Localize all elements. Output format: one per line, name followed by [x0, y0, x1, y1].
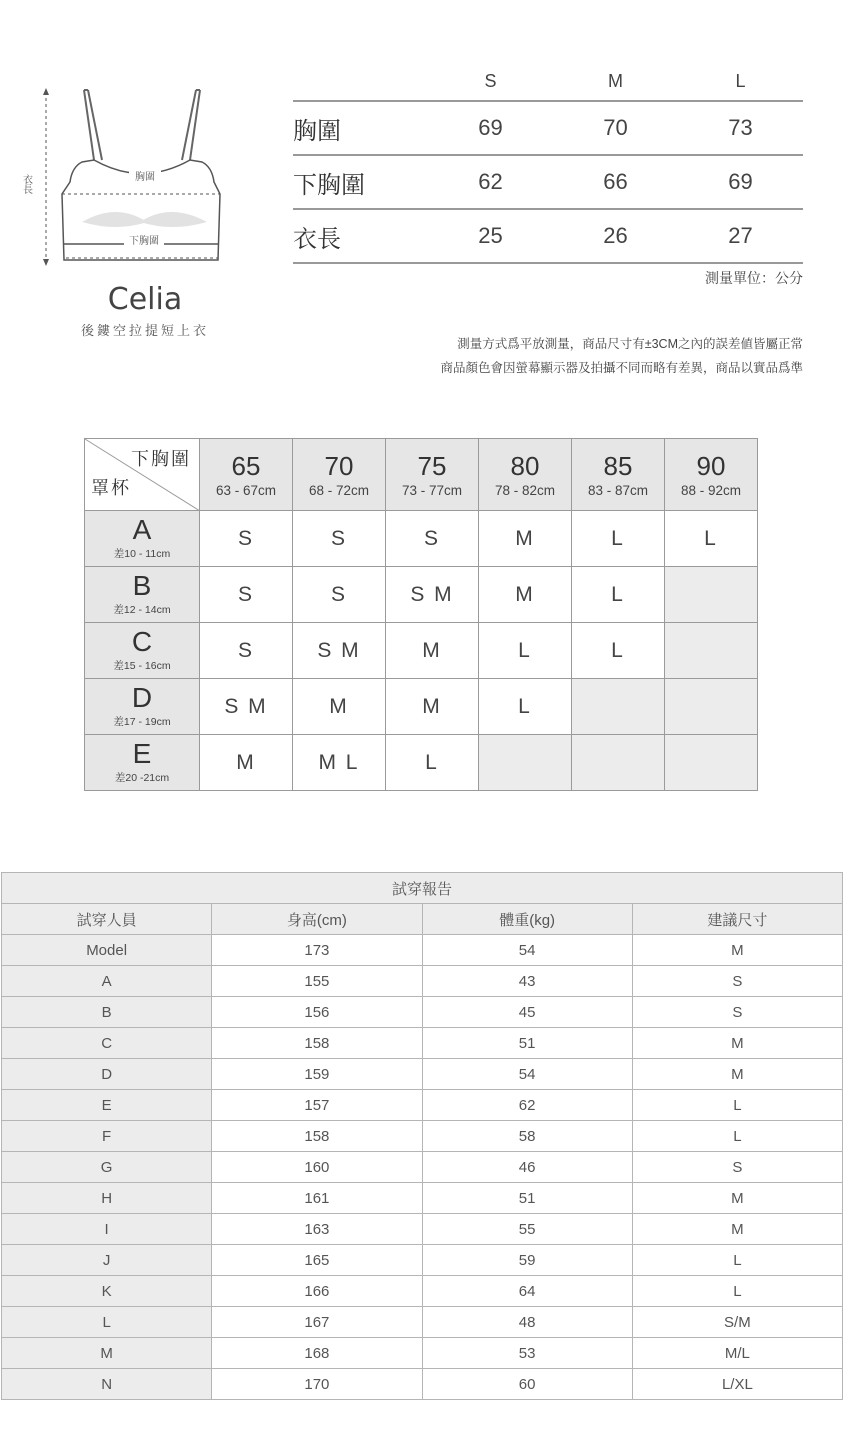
table-row: [2, 1028, 843, 1059]
tester-name: N: [2, 1369, 212, 1400]
weight-cell: 53: [422, 1338, 632, 1369]
weight-cell: 48: [422, 1307, 632, 1338]
product-name: Celia: [107, 282, 183, 317]
height-cell: 160: [212, 1152, 422, 1183]
size-cell: M: [479, 511, 572, 567]
size-cell: M: [386, 679, 479, 735]
size-header: S: [484, 70, 497, 91]
report-title-row: [2, 873, 843, 904]
suggested-size-cell: S: [632, 997, 842, 1028]
suggested-size-cell: L: [632, 1090, 842, 1121]
cup-label: C 差15 - 16cm: [85, 623, 200, 679]
corner-cell: [85, 439, 200, 511]
weight-cell: 43: [422, 966, 632, 997]
empty-cell: [479, 735, 572, 791]
weight-cell: 51: [422, 1028, 632, 1059]
chest-label: 胸圍: [135, 172, 155, 183]
cup-row: [85, 679, 758, 735]
size-row-chest: [293, 102, 803, 156]
size-cell: S: [200, 567, 293, 623]
height-cell: 158: [212, 1028, 422, 1059]
weight-cell: 60: [422, 1369, 632, 1400]
size-cell: S: [293, 511, 386, 567]
weight-cell: 46: [422, 1152, 632, 1183]
suggested-size-cell: L: [632, 1245, 842, 1276]
band-header: 80 78 - 82cm: [479, 439, 572, 511]
try-on-report-table: [1, 872, 843, 1400]
table-row: [2, 1338, 843, 1369]
band-header: 85 83 - 87cm: [572, 439, 665, 511]
tester-name: E: [2, 1090, 212, 1121]
height-cell: 159: [212, 1059, 422, 1090]
weight-cell: 58: [422, 1121, 632, 1152]
band-header: 70 68 - 72cm: [293, 439, 386, 511]
weight-cell: 59: [422, 1245, 632, 1276]
height-cell: 157: [212, 1090, 422, 1121]
tester-name: C: [2, 1028, 212, 1059]
size-cell: M: [200, 735, 293, 791]
color-note: 商品顏色會因螢幕顯示器及拍攝不同而略有差異，商品以實品爲準: [440, 361, 803, 375]
report-title: 試穿報告: [2, 873, 843, 904]
table-row: [2, 1059, 843, 1090]
measurement-value: 70: [603, 115, 628, 140]
size-cell: L: [479, 623, 572, 679]
suggested-size-cell: S: [632, 1152, 842, 1183]
tester-name: K: [2, 1276, 212, 1307]
empty-cell: [665, 623, 758, 679]
unit-note: 測量單位：公分: [705, 270, 803, 286]
suggested-size-cell: L: [632, 1276, 842, 1307]
report-header-row: [2, 904, 843, 935]
size-header: M: [608, 70, 623, 91]
table-row: [2, 1307, 843, 1338]
tester-name: G: [2, 1152, 212, 1183]
table-row: [2, 966, 843, 997]
size-cell: S: [293, 567, 386, 623]
underbust-label: 下胸圍: [129, 236, 159, 247]
suggested-size-cell: M: [632, 1059, 842, 1090]
height-cell: 173: [212, 935, 422, 966]
table-row: [2, 997, 843, 1028]
suggested-size-cell: S: [632, 966, 842, 997]
column-header: 建議尺寸: [632, 904, 842, 935]
height-cell: 165: [212, 1245, 422, 1276]
size-cell: S M: [386, 567, 479, 623]
size-cell: S: [386, 511, 479, 567]
measurement-value: 26: [603, 223, 628, 248]
size-cell: L: [572, 567, 665, 623]
weight-cell: 54: [422, 935, 632, 966]
measurement-value: 69: [728, 169, 753, 194]
tester-name: B: [2, 997, 212, 1028]
cup-row: [85, 567, 758, 623]
measurement-value: 27: [728, 223, 753, 248]
band-header: 75 73 - 77cm: [386, 439, 479, 511]
suggested-size-cell: M/L: [632, 1338, 842, 1369]
empty-cell: [665, 735, 758, 791]
cup-row: [85, 511, 758, 567]
empty-cell: [572, 679, 665, 735]
height-cell: 168: [212, 1338, 422, 1369]
weight-cell: 51: [422, 1183, 632, 1214]
tester-name: D: [2, 1059, 212, 1090]
size-cell: M: [386, 623, 479, 679]
size-cell: S: [200, 511, 293, 567]
product-subtitle: 後鏤空拉提短上衣: [80, 323, 209, 338]
measurement-value: 62: [478, 169, 503, 194]
measurement-note: 測量方式爲平放測量，商品尺寸有±3CM之內的誤差値皆屬正常: [457, 337, 803, 351]
size-cell: L: [572, 623, 665, 679]
measurement-value: 69: [478, 115, 503, 140]
band-header: 65 63 - 67cm: [200, 439, 293, 511]
column-header: 試穿人員: [2, 904, 212, 935]
cup-label: A 差10 - 11cm: [85, 511, 200, 567]
table-row: [2, 1121, 843, 1152]
suggested-size-cell: L/XL: [632, 1369, 842, 1400]
size-header: L: [735, 70, 746, 91]
size-measurement-table: [293, 62, 803, 264]
size-cell: L: [572, 511, 665, 567]
cup-size-table: [84, 438, 758, 791]
cup-label: B 差12 - 14cm: [85, 567, 200, 623]
tester-name: J: [2, 1245, 212, 1276]
size-cell: M L: [293, 735, 386, 791]
cup-row: [85, 623, 758, 679]
table-row: [2, 1152, 843, 1183]
underbust-header: 下胸圍: [131, 449, 191, 469]
empty-cell: [572, 735, 665, 791]
row-label: 胸圍: [293, 117, 341, 145]
size-cell: S: [200, 623, 293, 679]
height-cell: 161: [212, 1183, 422, 1214]
tester-name: L: [2, 1307, 212, 1338]
height-cell: 158: [212, 1121, 422, 1152]
suggested-size-cell: M: [632, 1183, 842, 1214]
table-row: [2, 1369, 843, 1400]
size-cell: M: [293, 679, 386, 735]
cup-label: E 差20 -21cm: [85, 735, 200, 791]
tester-name: M: [2, 1338, 212, 1369]
suggested-size-cell: S/M: [632, 1307, 842, 1338]
height-cell: 166: [212, 1276, 422, 1307]
weight-cell: 55: [422, 1214, 632, 1245]
size-row-underbust: [293, 156, 803, 210]
table-row: [2, 1245, 843, 1276]
column-header: 身高(cm): [212, 904, 422, 935]
size-cell: L: [665, 511, 758, 567]
height-cell: 163: [212, 1214, 422, 1245]
cup-label: D 差17 - 19cm: [85, 679, 200, 735]
measurement-value: 66: [603, 169, 628, 194]
suggested-size-cell: M: [632, 1028, 842, 1059]
row-label: 衣長: [293, 225, 341, 253]
empty-cell: [665, 679, 758, 735]
cup-header: 罩杯: [91, 478, 131, 498]
table-row: [2, 1276, 843, 1307]
report-body: [2, 935, 843, 1400]
table-row: [2, 1214, 843, 1245]
table-row: [2, 1090, 843, 1121]
height-cell: 167: [212, 1307, 422, 1338]
size-cell: L: [386, 735, 479, 791]
size-cell: S M: [293, 623, 386, 679]
size-cell: L: [479, 679, 572, 735]
weight-cell: 54: [422, 1059, 632, 1090]
size-table-header: [293, 62, 803, 102]
cup-table-header: [85, 439, 758, 511]
tester-name: F: [2, 1121, 212, 1152]
row-label: 下胸圍: [293, 171, 365, 199]
tester-name: H: [2, 1183, 212, 1214]
suggested-size-cell: M: [632, 1214, 842, 1245]
tester-name: A: [2, 966, 212, 997]
height-cell: 155: [212, 966, 422, 997]
weight-cell: 45: [422, 997, 632, 1028]
table-row: [2, 935, 843, 966]
size-cell: S M: [200, 679, 293, 735]
bra-top-illustration: [22, 82, 232, 272]
measurement-value: 73: [728, 115, 753, 140]
table-row: [2, 1183, 843, 1214]
height-cell: 156: [212, 997, 422, 1028]
weight-cell: 62: [422, 1090, 632, 1121]
length-label: 衣長: [20, 174, 32, 194]
suggested-size-cell: L: [632, 1121, 842, 1152]
tester-name: Model: [2, 935, 212, 966]
band-header: 90 88 - 92cm: [665, 439, 758, 511]
weight-cell: 64: [422, 1276, 632, 1307]
measurement-value: 25: [478, 223, 503, 248]
column-header: 體重(kg): [422, 904, 632, 935]
empty-cell: [665, 567, 758, 623]
suggested-size-cell: M: [632, 935, 842, 966]
height-cell: 170: [212, 1369, 422, 1400]
cup-row: [85, 735, 758, 791]
size-cell: M: [479, 567, 572, 623]
size-row-length: [293, 210, 803, 264]
tester-name: I: [2, 1214, 212, 1245]
